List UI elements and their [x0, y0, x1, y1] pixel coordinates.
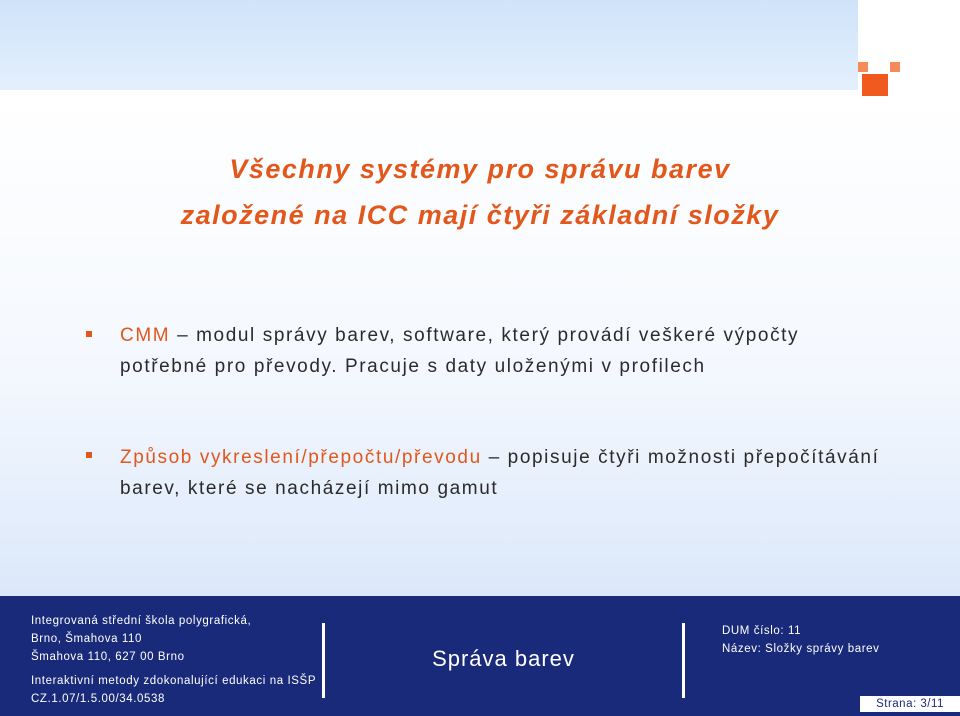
school-address: Šmahova 110, 627 00 Brno	[31, 651, 185, 663]
footer-bar	[0, 596, 960, 716]
project-name: Interaktivní metody zdokonalující edukaci na ISŠP	[31, 675, 317, 687]
footer-project-info	[31, 672, 316, 708]
footer-title: Správa barev	[432, 646, 575, 671]
project-code: CZ.1.07/1.5.00/34.0538	[31, 693, 166, 705]
bullet-text: – popisuje čtyři možnosti přepočítávání barev, které se nacházejí mimo gamut	[120, 447, 880, 499]
page-number: Strana: 3/11	[860, 696, 960, 712]
footer-dum-info	[722, 622, 880, 658]
header-band	[0, 0, 960, 90]
school-name: Integrovaná střední škola polygrafická,	[31, 615, 252, 627]
bullet-text: – modul správy barev, software, který provádí veškeré výpočty potřebné pro převody. Pracuje s daty uloženými v profilech	[120, 325, 800, 377]
footer-divider	[682, 623, 685, 698]
school-address-short: Brno, Šmahova 110	[31, 633, 142, 645]
dum-name: Název: Složky správy barev	[722, 643, 880, 655]
bullet-item-cmm	[120, 320, 880, 382]
bullet-item-rendering	[120, 442, 880, 504]
slide-title-line-2: založené na ICC mají čtyři základní složky	[180, 200, 780, 230]
bullet-square-icon	[86, 331, 92, 337]
bullet-highlight: CMM	[120, 325, 171, 346]
decor-square-small	[890, 62, 900, 72]
slide-title-line-1: Všechny systémy pro správu barev	[229, 154, 731, 184]
dum-number: DUM číslo: 11	[722, 625, 802, 637]
footer-school-info	[31, 612, 251, 666]
bullet-square-icon	[86, 452, 92, 458]
decor-square-small	[858, 62, 868, 72]
bullet-highlight: Způsob vykreslení/přepočtu/převodu	[120, 447, 482, 468]
